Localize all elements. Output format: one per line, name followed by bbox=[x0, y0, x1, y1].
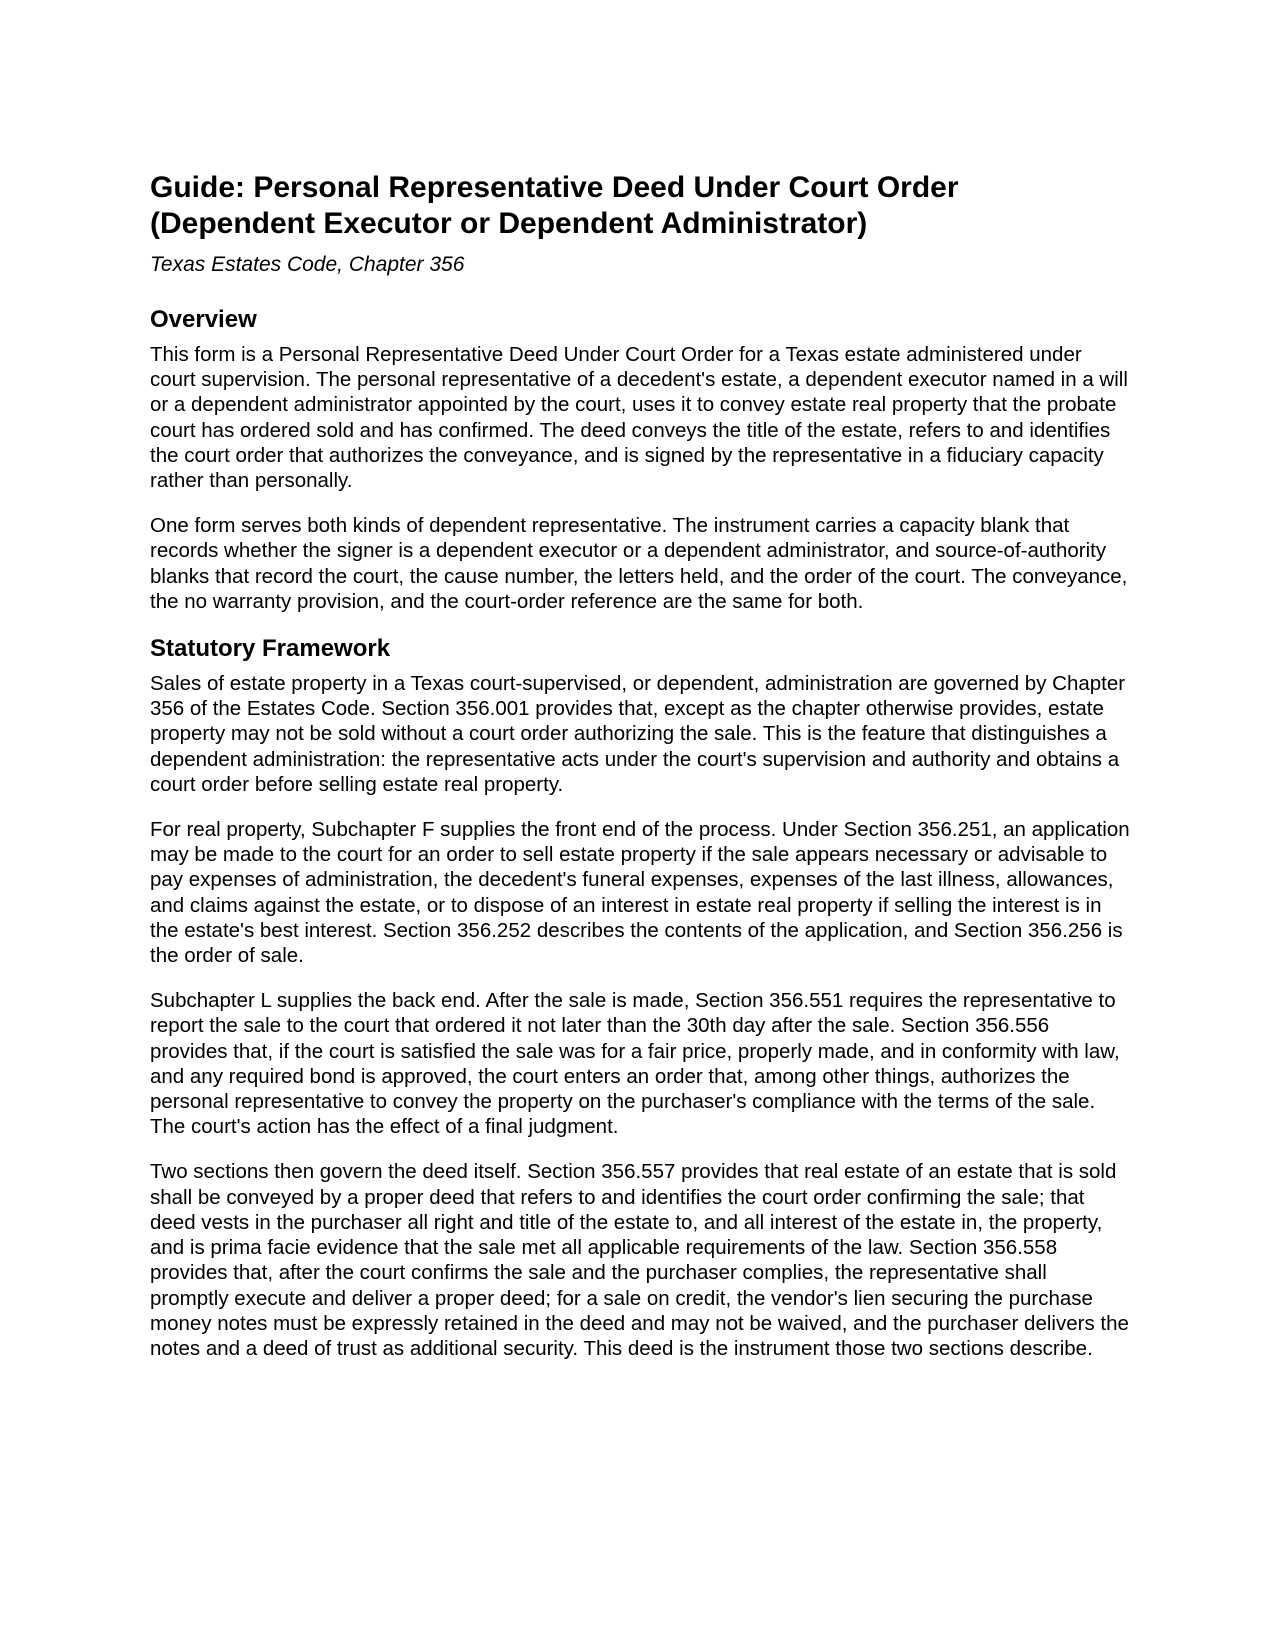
page-title-line-1: Guide: Personal Representative Deed Under Court Order bbox=[150, 171, 959, 204]
framework-paragraph-4: Two sections then govern the deed itself. Section 356.557 provides that real estate of an estate that is sold shall be conveyed by a proper deed that refers to and identifies the court order confirming the sale; that deed vests in the purchaser all right and title of the estate to, and all interest of the estate in, the property, and is prima facie evidence that the sale met all applicable requirements of the law. Section 356.558 provides that, after the court confirms the sale and the purchaser complies, the representative shall promptly execute and deliver a proper deed; for a sale on credit, the vendor's lien securing the purchase money notes must be expressly retained in the deed and may not be waived, and the purchaser delivers the notes and a deed of trust as additional security. This deed is the instrument those two sections describe. bbox=[150, 1160, 1129, 1360]
document-body bbox=[150, 170, 1130, 1361]
framework-paragraph-3: Subchapter L supplies the back end. After the sale is made, Section 356.551 requires the representative to report the sale to the court that ordered it not later than the 30th day after the sale. Section 356.556 provides that, if the court is satisfied the sale was for a fair price, properly made, and in conformity with law, and any required bond is approved, the court enters an order that, among other things, authorizes the personal representative to convey the property on the purchaser's compliance with the terms of the sale. The court's action has the effect of a final judgment. bbox=[150, 989, 1120, 1139]
statutory-framework-heading: Statutory Framework bbox=[150, 635, 391, 663]
page-title bbox=[150, 170, 1130, 242]
overview-paragraph-2: One form serves both kinds of dependent representative. The instrument carries a capacity blank that records whether the signer is a dependent executor or a dependent administrator, and source-of-authority blanks that record the court, the cause number, the letters held, and the order of the court. The conveyance, the no warranty provision, and the court-order reference are the same for both. bbox=[150, 514, 1128, 613]
page-title-line-2: (Dependent Executor or Dependent Administrator) bbox=[150, 207, 868, 240]
overview-paragraph-1: This form is a Personal Representative Deed Under Court Order for a Texas estate administered under court supervision. The personal representative of a decedent's estate, a dependent executor named in a will or a dependent administrator appointed by the court, uses it to convey estate real property that the probate court has ordered sold and has confirmed. The deed conveys the title of the estate, refers to and identifies the court order that authorizes the conveyance, and is signed by the representative in a fiduciary capacity rather than personally. bbox=[150, 343, 1128, 493]
framework-paragraph-2: For real property, Subchapter F supplies the front end of the process. Under Section 356.251, an application may be made to the court for an order to sell estate property if the sale appears necessary or advisable to pay expenses of administration, the decedent's funeral expenses, expenses of the last illness, allowances, and claims against the estate, or to dispose of an interest in estate real property if selling the interest is in the estate's best interest. Section 356.252 describes the contents of the application, and Section 356.256 is the order of sale. bbox=[150, 818, 1130, 968]
overview-section bbox=[150, 305, 1130, 614]
statutory-framework-section bbox=[150, 634, 1130, 1361]
page-subtitle: Texas Estates Code, Chapter 356 bbox=[150, 253, 465, 276]
overview-heading: Overview bbox=[150, 306, 257, 333]
framework-paragraph-1: Sales of estate property in a Texas court-supervised, or dependent, administration are governed by Chapter 356 of the Estates Code. Section 356.001 provides that, except as the chapter otherwise provides, estate property may not be sold without a court order authorizing the sale. This is the feature that distinguishes a dependent administration: the representative acts under the court's supervision and authority and obtains a court order before selling estate real property. bbox=[150, 672, 1126, 796]
